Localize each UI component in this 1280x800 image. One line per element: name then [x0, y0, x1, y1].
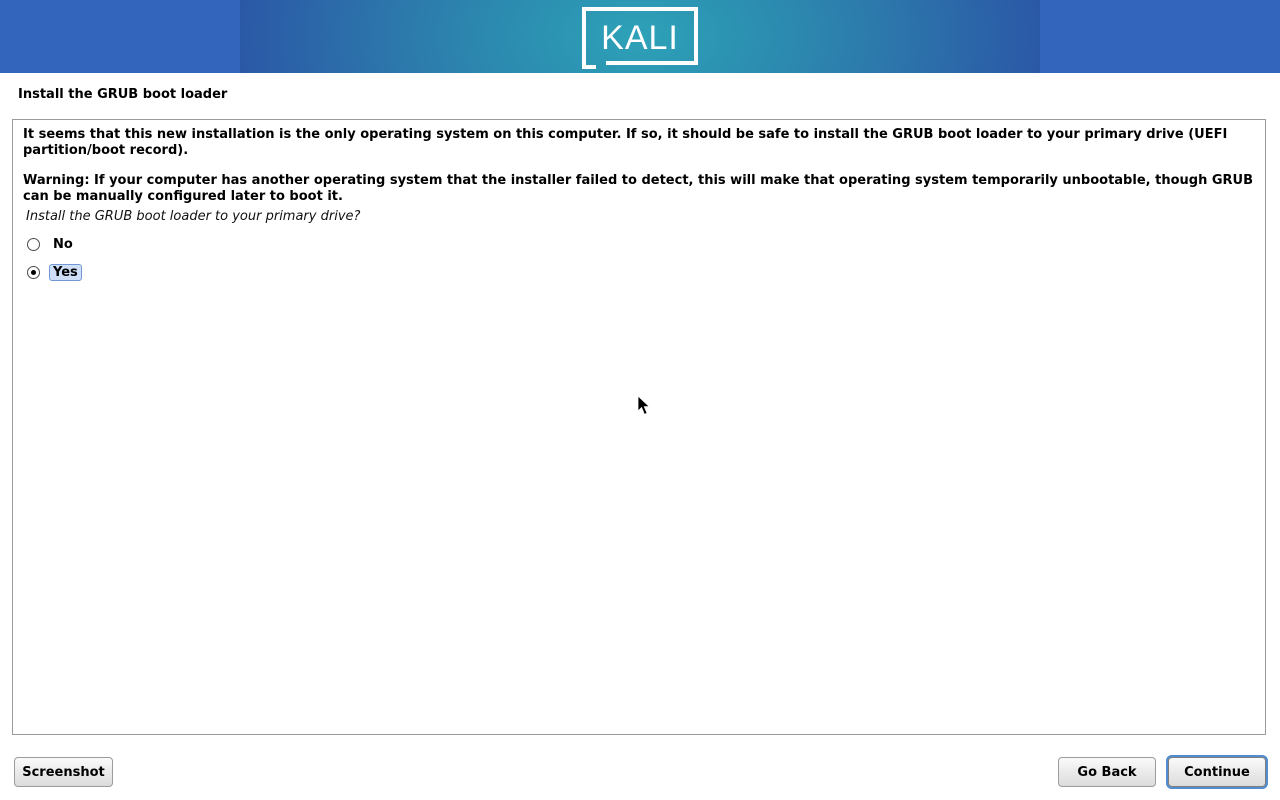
radio-no-icon[interactable]	[27, 238, 40, 251]
warning-paragraph: Warning: If your computer has another operating system that the installer failed to detect, this will make that operating system temporarily unbootable, though GRUB can be manually configured later to boot it.	[23, 173, 1253, 204]
radio-group	[23, 236, 1255, 280]
continue-button[interactable]: Continue	[1168, 757, 1266, 787]
banner-gradient	[240, 0, 1040, 73]
page-title: Install the GRUB boot loader	[18, 87, 228, 102]
kali-logo-text: KALI	[601, 18, 679, 57]
info-paragraph: It seems that this new installation is the only operating system on this computer. If so, it should be safe to install the GRUB boot loader to your primary drive (UEFI partition/boot record).	[23, 127, 1228, 158]
radio-yes-icon[interactable]	[27, 266, 40, 279]
radio-option-no[interactable]	[23, 236, 1255, 252]
radio-no-label[interactable]: No	[53, 236, 73, 252]
screenshot-button[interactable]: Screenshot	[14, 757, 113, 787]
installer-banner	[0, 0, 1280, 73]
question-text: Install the GRUB boot loader to your primary drive?	[26, 209, 361, 224]
content-panel	[12, 119, 1266, 735]
radio-yes-label[interactable]: Yes	[49, 264, 82, 281]
radio-option-yes[interactable]	[23, 264, 1255, 280]
kali-logo-icon	[579, 3, 701, 71]
go-back-button[interactable]: Go Back	[1058, 757, 1156, 787]
